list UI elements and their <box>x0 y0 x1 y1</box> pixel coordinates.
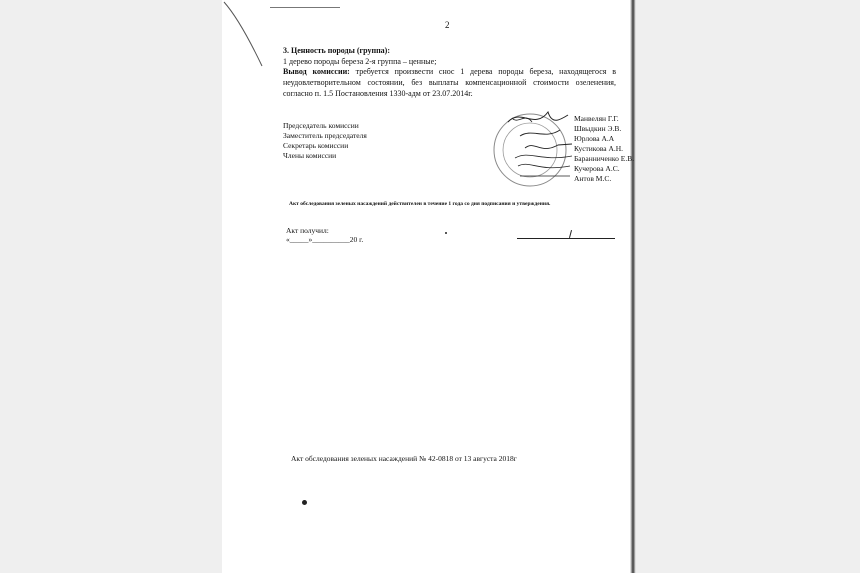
conclusion-paragraph <box>283 66 616 99</box>
document-footer: Акт обследования зеленых насаждений № 42-0818 от 13 августа 2018г <box>291 454 517 463</box>
signature-line <box>517 238 615 239</box>
name-1: Манвелян Г.Г. <box>574 114 619 123</box>
scan-edge <box>630 0 636 573</box>
name-3: Юрлова А.А <box>574 134 615 143</box>
role-deputy: Заместитель председателя <box>283 131 367 140</box>
conclusion-text: требуется произвести снос 1 дерева породы береза, находящегося в неудовлетворительном состоянии, без выплаты компенсационной стоимости озеленения, согласно п. 1.5 Постановления 1330-адм от 23.07.2014г. <box>283 67 616 98</box>
validity-note: Акт обследования зеленых насаждений действителен в течение 1 года со дня подписания и утверждения. <box>289 201 551 207</box>
ink-spot <box>302 500 307 505</box>
commission-names <box>574 114 634 184</box>
tree-value-line: 1 дерево породы береза 2-я группа – ценные; <box>283 57 437 66</box>
name-5: Баранниченко Е.В. <box>574 154 635 163</box>
page-number: 2 <box>445 20 450 30</box>
name-7: Антов М.С. <box>574 174 612 183</box>
role-members: Члены комиссии <box>283 151 337 160</box>
conclusion-label: Вывод комиссии: <box>283 67 350 76</box>
section-heading: 3. Ценность породы (группа): <box>283 46 391 55</box>
name-2: Швыдкин Э.В. <box>574 124 622 133</box>
scan-top-mark <box>270 7 340 8</box>
stamp-and-signatures <box>490 100 580 195</box>
received-date-line: «_____»__________20 г. <box>286 235 364 244</box>
role-chairman: Председатель комиссии <box>283 121 359 130</box>
role-secretary: Секретарь комиссии <box>283 141 349 150</box>
name-6: Кучерова А.С. <box>574 164 620 173</box>
commission-roles <box>283 121 367 161</box>
received-label: Акт получил: <box>286 226 329 235</box>
ink-dot <box>445 232 447 234</box>
scan-fold-mark <box>222 0 264 70</box>
name-4: Кустикова А.Н. <box>574 144 624 153</box>
